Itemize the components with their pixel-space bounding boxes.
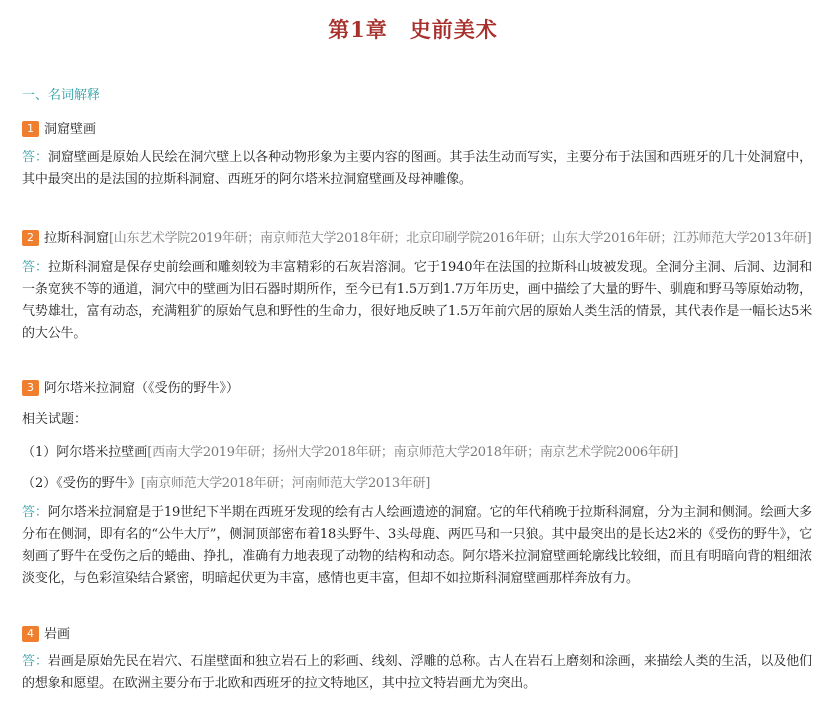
term-number-badge: 4 [22,626,39,642]
answer-text: 岩画是原始先民在岩穴、石崖壁面和独立岩石上的彩画、线刻、浮雕的总称。古人在岩石上磨刻和涂画，来描绘人类的生活，以及他们的想象和愿望。在欧洲主要分布于北欧和西班牙的拉文特地区，其中拉文特岩画尤为突出。 [22,654,812,691]
related-questions-label: 相关试题： [22,412,88,427]
related-question-title: 阿尔塔米拉壁画 [56,445,148,460]
answer-text: 阿尔塔米拉洞窟是于19世纪下半期在西班牙发现的绘有古人绘画遗迹的洞窟。它的年代稍晚于拉斯科洞窟，分为主洞和侧洞。绘画大多分布在侧洞，即有名的“公牛大厅”，侧洞顶部密布着18头野牛、3头母鹿、两匹马和一只狼。其中最突出的是长达2米的《受伤的野牛》，它刻画了野牛在受伤之后的蜷曲、挣扎，准确有力地表现了动物的结构和动态。阿尔塔米拉洞窟壁画轮廓线比较细，而且有明暗向背的粗细浓淡变化，与色彩渲染结合紧密，明暗起伏更为丰富，感情也更丰富，但却不如拉斯科洞窟壁画那样奔放有力。 [22,505,812,586]
term-answer-2 [22,257,812,345]
answer-label: 答： [22,150,48,165]
term-answer-4 [22,651,812,695]
related-question-title: 《受伤的野牛》 [56,476,141,491]
exam-sources: [南京师范大学2018年研；河南师范大学2013年研] [140,476,431,491]
related-question-number: （2） [22,476,57,491]
answer-text: 拉斯科洞窟是保存史前绘画和雕刻较为丰富精彩的石灰岩溶洞。它于1940年在法国的拉斯科山坡被发现。全洞分主洞、后洞、边洞和一条宽狭不等的通道，洞穴中的壁画为旧石器时期所作，至今已有1.5万到1.7万年历史，画中描绘了大量的野牛、驯鹿和野马等原始动物，气势雄壮，富有动态，充满粗犷的原始气息和野性的生命力，很好地反映了1.5万年前穴居的原始人类生活的情景，其代表作是一幅长达5米的大公牛。 [22,260,812,341]
term-heading-4 [22,623,70,642]
section-heading: 一、名词解释 [22,88,101,103]
exam-sources: [山东艺术学院2019年研；南京师范大学2018年研；北京印刷学院2016年研；山东大学2016年研；江苏师范大学2013年研] [109,231,812,246]
term-heading-1 [22,118,96,137]
exam-sources: [西南大学2019年研；扬州大学2018年研；南京师范大学2018年研；南京艺术学院2006年研] [147,445,679,460]
term-name: 岩画 [44,627,71,642]
chapter-name: 史前美术 [409,17,498,42]
answer-label: 答： [22,654,48,669]
term-name: 阿尔塔米拉洞窟（《受伤的野牛》） [44,381,240,396]
term-number-badge: 3 [22,380,39,396]
term-heading-2 [22,227,811,246]
answer-label: 答： [22,260,49,275]
answer-label: 答： [22,505,48,520]
term-answer-1 [22,147,812,191]
term-number-badge: 1 [22,121,39,137]
chapter-title [0,14,826,44]
answer-text: 洞窟壁画是原始人民绘在洞穴壁上以各种动物形象为主要内容的图画。其手法生动而写实，主要分布于法国和西班牙的几十处洞窟中，其中最突出的是法国的拉斯科洞窟、西班牙的阿尔塔米拉洞窟壁画及母神雕像。 [22,150,812,187]
related-question-2 [22,472,430,491]
term-name: 洞窟壁画 [44,122,97,137]
related-question-number: （1） [22,445,57,460]
related-question-1 [22,441,678,460]
term-answer-3 [22,502,812,590]
term-number-badge: 2 [22,230,39,246]
term-heading-3 [22,377,239,396]
chapter-number: 第1章 [328,17,388,42]
term-name: 拉斯科洞窟 [44,231,110,246]
